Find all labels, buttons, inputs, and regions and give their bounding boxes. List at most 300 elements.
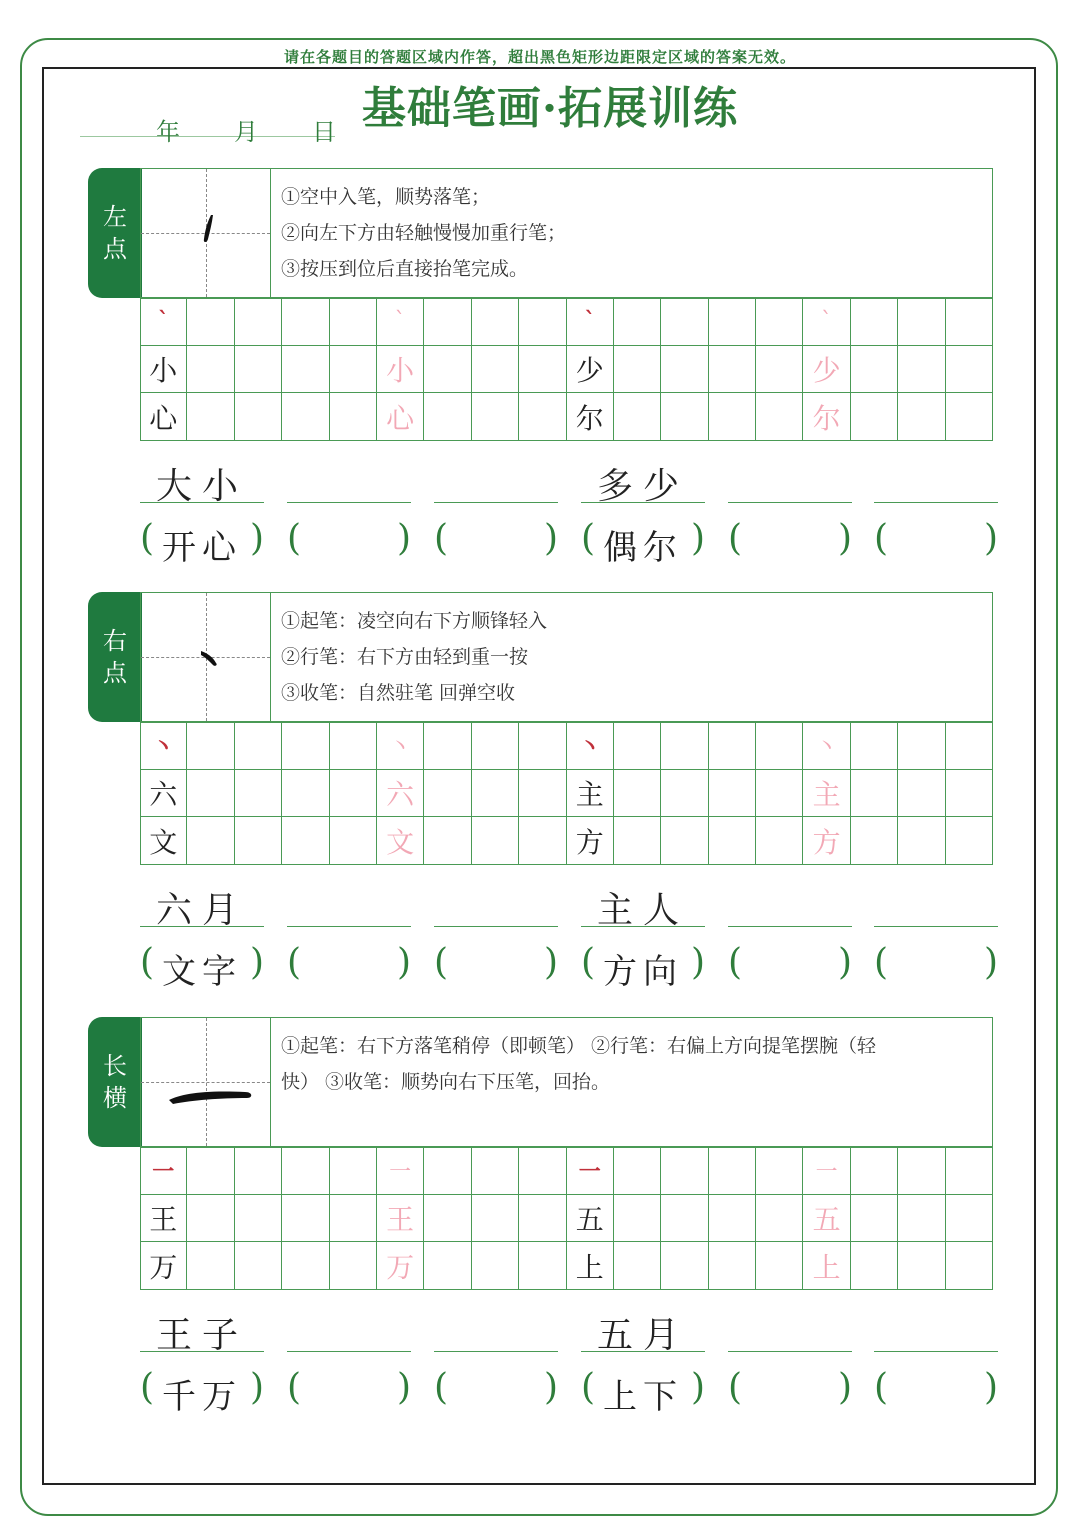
- model-char: 小: [149, 353, 178, 387]
- word-write-line[interactable]: [434, 1351, 558, 1352]
- practice-cell[interactable]: [803, 770, 850, 818]
- practice-cell[interactable]: [187, 1147, 234, 1195]
- practice-cell[interactable]: [709, 722, 756, 770]
- right-paren: ): [543, 1367, 558, 1408]
- left-paren: (: [287, 518, 302, 559]
- model-word: 大小: [155, 466, 248, 507]
- practice-cell[interactable]: [851, 393, 898, 441]
- left-paren: (: [434, 518, 449, 559]
- practice-cell[interactable]: [140, 722, 187, 770]
- paren-answer-box[interactable]: [287, 942, 411, 988]
- practice-cell[interactable]: [424, 298, 471, 346]
- practice-cell[interactable]: [519, 722, 566, 770]
- practice-cell[interactable]: [898, 346, 945, 394]
- practice-cell[interactable]: [898, 1147, 945, 1195]
- practice-cell[interactable]: [377, 1242, 424, 1290]
- practice-cell[interactable]: [330, 393, 377, 441]
- practice-cell[interactable]: [235, 722, 282, 770]
- practice-cell[interactable]: [946, 722, 993, 770]
- practice-cell[interactable]: [424, 1195, 471, 1243]
- trace-stroke-mark: 一: [389, 1159, 412, 1185]
- practice-cell[interactable]: [472, 1195, 519, 1243]
- trace-char: 王: [386, 1202, 415, 1236]
- practice-cell[interactable]: [709, 346, 756, 394]
- trace-char: 尔: [812, 401, 841, 435]
- right-paren: ): [983, 942, 998, 983]
- practice-cell[interactable]: [472, 346, 519, 394]
- practice-cell[interactable]: [851, 346, 898, 394]
- practice-cell[interactable]: [851, 722, 898, 770]
- practice-cell[interactable]: [614, 770, 661, 818]
- practice-cell[interactable]: [424, 1147, 471, 1195]
- model-char: 文: [149, 825, 178, 859]
- model-word: 方向: [603, 952, 683, 992]
- practice-cell[interactable]: [851, 770, 898, 818]
- practice-cell[interactable]: [330, 817, 377, 865]
- step-text: ②向左下方由轻触慢慢加重行笔；: [281, 222, 567, 244]
- right-paren: ): [249, 1367, 264, 1408]
- practice-cell[interactable]: [709, 1195, 756, 1243]
- practice-cell[interactable]: [756, 1147, 803, 1195]
- practice-cell[interactable]: [377, 1147, 424, 1195]
- paren-answer-box: [581, 518, 705, 568]
- practice-cell[interactable]: [424, 346, 471, 394]
- model-word: 主人: [596, 890, 689, 931]
- practice-cell[interactable]: [709, 1242, 756, 1290]
- practice-cell[interactable]: [661, 770, 708, 818]
- practice-cell[interactable]: [424, 770, 471, 818]
- practice-cell[interactable]: [330, 1147, 377, 1195]
- date-day-label: 日: [312, 118, 336, 146]
- practice-cell[interactable]: [330, 298, 377, 346]
- practice-cell[interactable]: [330, 1195, 377, 1243]
- word-write-line[interactable]: [728, 1351, 852, 1352]
- paren-answer-box[interactable]: [874, 518, 998, 564]
- practice-cell[interactable]: [614, 817, 661, 865]
- practice-cell[interactable]: [946, 1147, 993, 1195]
- practice-cell[interactable]: [851, 1242, 898, 1290]
- trace-stroke-mark: 丶: [389, 734, 412, 760]
- paren-answer-box[interactable]: [728, 518, 852, 564]
- practice-cell[interactable]: [472, 817, 519, 865]
- practice-cell[interactable]: [614, 346, 661, 394]
- practice-cell[interactable]: [898, 770, 945, 818]
- page-title: 基础笔画·拓展训练: [361, 83, 739, 134]
- practice-cell[interactable]: [803, 393, 850, 441]
- step-text: ③收笔：自然驻笔 回弹空收: [281, 682, 516, 704]
- practice-cell[interactable]: [282, 1242, 329, 1290]
- practice-cell[interactable]: [898, 817, 945, 865]
- stroke-demo-glyph: [141, 169, 271, 297]
- practice-cell[interactable]: [851, 817, 898, 865]
- model-char: 万: [149, 1250, 178, 1284]
- practice-cell[interactable]: [140, 346, 187, 394]
- practice-cell[interactable]: [567, 1242, 614, 1290]
- practice-cell[interactable]: [140, 298, 187, 346]
- stroke-mark: ˋ: [157, 308, 169, 335]
- practice-cell[interactable]: [661, 722, 708, 770]
- trace-char: 六: [386, 777, 415, 811]
- left-paren: (: [581, 1367, 596, 1408]
- paren-answer-box[interactable]: [728, 1367, 852, 1413]
- practice-cell[interactable]: [898, 393, 945, 441]
- practice-cell[interactable]: [519, 393, 566, 441]
- practice-cell[interactable]: [282, 817, 329, 865]
- practice-cell[interactable]: [282, 722, 329, 770]
- stroke-steps: [281, 603, 971, 711]
- trace-char: 心: [386, 401, 415, 435]
- practice-cell[interactable]: [424, 1242, 471, 1290]
- practice-cell[interactable]: [898, 1242, 945, 1290]
- word-write-line[interactable]: [434, 926, 558, 927]
- model-word: 上下: [603, 1377, 683, 1417]
- practice-cell[interactable]: [235, 1147, 282, 1195]
- trace-stroke-mark: 丶: [815, 734, 838, 760]
- trace-char: 万: [386, 1250, 415, 1284]
- practice-cell[interactable]: [661, 1242, 708, 1290]
- practice-cell[interactable]: [946, 1195, 993, 1243]
- practice-cell[interactable]: [282, 346, 329, 394]
- practice-cell[interactable]: [377, 346, 424, 394]
- practice-cell[interactable]: [661, 393, 708, 441]
- practice-cell[interactable]: [282, 298, 329, 346]
- practice-cell[interactable]: [519, 346, 566, 394]
- stroke-mark: ˋ: [584, 308, 596, 335]
- stroke-name-char: 左: [103, 203, 127, 231]
- practice-cell[interactable]: [424, 817, 471, 865]
- practice-cell[interactable]: [140, 1147, 187, 1195]
- practice-cell[interactable]: [472, 1242, 519, 1290]
- practice-cell[interactable]: [330, 722, 377, 770]
- stroke-name-char: 点: [103, 659, 127, 687]
- practice-cell[interactable]: [567, 722, 614, 770]
- stroke-steps: [281, 1028, 971, 1100]
- practice-cell[interactable]: [282, 770, 329, 818]
- practice-cell[interactable]: [756, 393, 803, 441]
- practice-cell[interactable]: [140, 770, 187, 818]
- practice-cell[interactable]: [756, 770, 803, 818]
- practice-cell[interactable]: [803, 1147, 850, 1195]
- stroke-mark: 一: [152, 1158, 175, 1185]
- stroke-tab: [88, 168, 142, 298]
- practice-grid: [140, 722, 993, 865]
- model-word: 六月: [155, 890, 248, 931]
- paren-answer-box[interactable]: [287, 518, 411, 564]
- left-paren: (: [874, 942, 889, 983]
- practice-cell[interactable]: [803, 346, 850, 394]
- practice-cell[interactable]: [187, 298, 234, 346]
- practice-cell[interactable]: [187, 770, 234, 818]
- practice-cell[interactable]: [709, 298, 756, 346]
- paren-answer-box[interactable]: [728, 942, 852, 988]
- practice-cell[interactable]: [661, 1195, 708, 1243]
- right-paren: ): [690, 1367, 705, 1408]
- practice-cell[interactable]: [803, 1195, 850, 1243]
- left-paren: (: [728, 518, 743, 559]
- practice-cell[interactable]: [330, 1242, 377, 1290]
- model-char: 主: [575, 777, 604, 811]
- practice-cell[interactable]: [614, 1147, 661, 1195]
- word-write-line[interactable]: [874, 1351, 998, 1352]
- stroke-section: [0, 1017, 1080, 1437]
- left-paren: (: [581, 518, 596, 559]
- left-paren: (: [728, 1367, 743, 1408]
- trace-char: 文: [386, 825, 415, 859]
- left-paren: (: [728, 942, 743, 983]
- left-paren: (: [287, 942, 302, 983]
- practice-cell[interactable]: [187, 817, 234, 865]
- practice-cell[interactable]: [519, 298, 566, 346]
- practice-cell[interactable]: [851, 1147, 898, 1195]
- practice-cell[interactable]: [282, 1147, 329, 1195]
- word-write-line[interactable]: [434, 502, 558, 503]
- practice-cell[interactable]: [187, 1195, 234, 1243]
- practice-cell[interactable]: [803, 817, 850, 865]
- practice-cell[interactable]: [756, 298, 803, 346]
- step-text: ①起笔：凌空向右下方顺锋轻入: [281, 610, 548, 632]
- word-write-line[interactable]: [287, 926, 411, 927]
- stroke-mark: 丶: [578, 733, 601, 760]
- left-paren: (: [434, 942, 449, 983]
- stroke-name-char: 点: [103, 235, 127, 263]
- practice-cell[interactable]: [377, 393, 424, 441]
- practice-cell[interactable]: [614, 393, 661, 441]
- practice-cell[interactable]: [756, 1195, 803, 1243]
- practice-grid: [140, 1147, 993, 1290]
- date-year-label: 年: [156, 118, 180, 146]
- practice-cell[interactable]: [946, 770, 993, 818]
- practice-cell[interactable]: [282, 1195, 329, 1243]
- practice-cell[interactable]: [187, 722, 234, 770]
- practice-cell[interactable]: [709, 770, 756, 818]
- stroke-steps: [281, 179, 971, 287]
- practice-cell[interactable]: [946, 346, 993, 394]
- paren-answer-box[interactable]: [287, 1367, 411, 1413]
- model-word: 千万: [162, 1377, 242, 1417]
- demo-stroke-cell: [141, 593, 271, 721]
- stroke-demo-glyph: [141, 593, 271, 721]
- stroke-demo-glyph: [141, 1018, 271, 1146]
- practice-cell[interactable]: [235, 1195, 282, 1243]
- left-paren: (: [287, 1367, 302, 1408]
- left-paren: (: [140, 518, 155, 559]
- right-paren: ): [396, 1367, 411, 1408]
- practice-cell[interactable]: [614, 298, 661, 346]
- right-paren: ): [249, 518, 264, 559]
- step-text: ②行笔：右下方由轻到重一按: [281, 646, 529, 668]
- practice-cell[interactable]: [235, 770, 282, 818]
- practice-cell[interactable]: [756, 1242, 803, 1290]
- practice-cell[interactable]: [472, 770, 519, 818]
- model-word: 偶尔: [603, 528, 683, 568]
- practice-cell[interactable]: [282, 393, 329, 441]
- stroke-section: [0, 168, 1080, 588]
- step-text: ③按压到位后直接抬笔完成。: [281, 258, 529, 280]
- word-write-line[interactable]: [287, 1351, 411, 1352]
- model-char: 王: [149, 1202, 178, 1236]
- model-char: 心: [149, 401, 178, 435]
- practice-cell[interactable]: [614, 1195, 661, 1243]
- practice-cell[interactable]: [898, 1195, 945, 1243]
- right-paren: ): [396, 942, 411, 983]
- practice-cell[interactable]: [567, 393, 614, 441]
- stroke-mark: 一: [578, 1158, 601, 1185]
- practice-cell[interactable]: [519, 817, 566, 865]
- notice-text: 请在各题目的答题区域内作答，超出黑色矩形边距限定区域的答案无效。: [283, 48, 796, 66]
- practice-cell[interactable]: [377, 817, 424, 865]
- stroke-name-char: 横: [103, 1084, 127, 1112]
- practice-cell[interactable]: [898, 722, 945, 770]
- practice-cell[interactable]: [661, 817, 708, 865]
- date-line: [80, 136, 335, 137]
- practice-cell[interactable]: [377, 298, 424, 346]
- right-paren: ): [837, 518, 852, 559]
- practice-cell[interactable]: [472, 1147, 519, 1195]
- practice-cell[interactable]: [709, 817, 756, 865]
- practice-cell[interactable]: [709, 393, 756, 441]
- practice-cell[interactable]: [661, 346, 708, 394]
- left-paren: (: [140, 942, 155, 983]
- right-paren: ): [690, 942, 705, 983]
- practice-cell[interactable]: [614, 1242, 661, 1290]
- stroke-mark: 丶: [152, 733, 175, 760]
- practice-cell[interactable]: [756, 722, 803, 770]
- paren-answer-box[interactable]: [434, 942, 558, 988]
- practice-cell[interactable]: [235, 346, 282, 394]
- paren-answer-box: [581, 1367, 705, 1417]
- practice-cell[interactable]: [519, 1242, 566, 1290]
- practice-cell[interactable]: [567, 298, 614, 346]
- practice-cell[interactable]: [567, 1195, 614, 1243]
- right-paren: ): [543, 942, 558, 983]
- practice-cell[interactable]: [140, 393, 187, 441]
- paren-answer-box[interactable]: [874, 942, 998, 988]
- practice-cell[interactable]: [661, 298, 708, 346]
- practice-cell[interactable]: [235, 1242, 282, 1290]
- practice-cell[interactable]: [472, 393, 519, 441]
- stroke-section: [0, 592, 1080, 1012]
- word-write-line[interactable]: [874, 926, 998, 927]
- practice-cell[interactable]: [803, 722, 850, 770]
- practice-cell[interactable]: [567, 817, 614, 865]
- practice-cell[interactable]: [424, 722, 471, 770]
- model-word: 多少: [596, 466, 689, 507]
- stroke-name-char: 右: [103, 627, 127, 655]
- practice-cell[interactable]: [851, 298, 898, 346]
- word-write-line[interactable]: [728, 502, 852, 503]
- demo-box: [140, 168, 993, 298]
- practice-cell[interactable]: [661, 1147, 708, 1195]
- practice-cell[interactable]: [330, 770, 377, 818]
- right-paren: ): [983, 1367, 998, 1408]
- paren-answer-box: [140, 1367, 264, 1417]
- practice-cell[interactable]: [140, 1242, 187, 1290]
- practice-cell[interactable]: [519, 1147, 566, 1195]
- model-char: 尔: [575, 401, 604, 435]
- practice-cell[interactable]: [756, 817, 803, 865]
- model-char: 上: [575, 1250, 604, 1284]
- practice-cell[interactable]: [567, 346, 614, 394]
- right-paren: ): [249, 942, 264, 983]
- trace-stroke-mark: ˋ: [394, 308, 406, 334]
- right-paren: ): [837, 942, 852, 983]
- stroke-tab: [88, 592, 142, 722]
- right-paren: ): [543, 518, 558, 559]
- right-paren: ): [396, 518, 411, 559]
- right-paren: ): [837, 1367, 852, 1408]
- paren-answer-box[interactable]: [434, 518, 558, 564]
- model-char: 六: [149, 777, 178, 811]
- practice-cell[interactable]: [519, 770, 566, 818]
- word-write-line[interactable]: [728, 926, 852, 927]
- practice-cell[interactable]: [756, 346, 803, 394]
- trace-char: 主: [812, 777, 841, 811]
- word-write-line[interactable]: [874, 502, 998, 503]
- trace-stroke-mark: ˋ: [821, 308, 833, 334]
- paren-answer-box: [140, 518, 264, 568]
- practice-cell[interactable]: [803, 298, 850, 346]
- practice-cell[interactable]: [187, 346, 234, 394]
- step-text: 快） ③收笔：顺势向右下压笔，回抬。: [281, 1071, 611, 1093]
- practice-cell[interactable]: [377, 1195, 424, 1243]
- practice-cell[interactable]: [898, 298, 945, 346]
- practice-cell[interactable]: [567, 770, 614, 818]
- practice-cell[interactable]: [187, 393, 234, 441]
- practice-cell[interactable]: [946, 1242, 993, 1290]
- model-char: 五: [575, 1202, 604, 1236]
- practice-cell[interactable]: [567, 1147, 614, 1195]
- paren-answer-box[interactable]: [434, 1367, 558, 1413]
- model-char: 少: [575, 353, 604, 387]
- practice-cell[interactable]: [377, 722, 424, 770]
- stroke-name-char: 长: [103, 1052, 127, 1080]
- practice-cell[interactable]: [424, 393, 471, 441]
- practice-cell[interactable]: [187, 1242, 234, 1290]
- practice-cell[interactable]: [472, 722, 519, 770]
- practice-cell[interactable]: [235, 817, 282, 865]
- practice-cell[interactable]: [614, 722, 661, 770]
- practice-cell[interactable]: [946, 393, 993, 441]
- paren-answer-box: [581, 942, 705, 992]
- model-word: 开心: [162, 528, 242, 568]
- model-char: 方: [575, 825, 604, 859]
- practice-cell[interactable]: [709, 1147, 756, 1195]
- left-paren: (: [140, 1367, 155, 1408]
- practice-cell[interactable]: [851, 1195, 898, 1243]
- trace-char: 小: [386, 353, 415, 387]
- practice-cell[interactable]: [330, 346, 377, 394]
- practice-cell[interactable]: [946, 817, 993, 865]
- practice-cell[interactable]: [140, 817, 187, 865]
- trace-stroke-mark: 一: [815, 1159, 838, 1185]
- practice-cell[interactable]: [472, 298, 519, 346]
- left-paren: (: [434, 1367, 449, 1408]
- paren-answer-box[interactable]: [874, 1367, 998, 1413]
- date-month-label: 月: [234, 118, 258, 146]
- practice-cell[interactable]: [946, 298, 993, 346]
- model-word: 王子: [155, 1315, 248, 1356]
- practice-cell[interactable]: [803, 1242, 850, 1290]
- word-write-line[interactable]: [287, 502, 411, 503]
- stroke-tab: [88, 1017, 142, 1147]
- step-text: ①起笔：右下方落笔稍停（即顿笔） ②行笔：右偏上方向提笔摆腕（轻: [281, 1035, 877, 1057]
- model-word: 五月: [596, 1315, 689, 1356]
- practice-cell[interactable]: [140, 1195, 187, 1243]
- practice-cell[interactable]: [235, 393, 282, 441]
- practice-cell[interactable]: [519, 1195, 566, 1243]
- practice-cell[interactable]: [377, 770, 424, 818]
- practice-cell[interactable]: [235, 298, 282, 346]
